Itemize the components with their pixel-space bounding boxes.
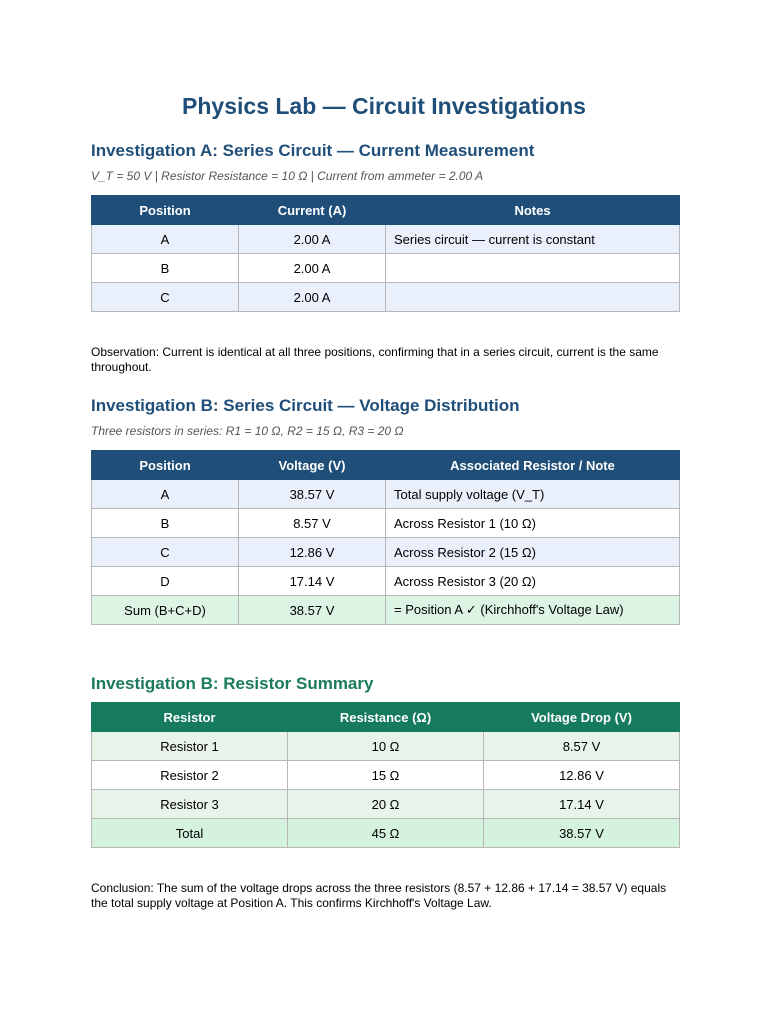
table-row	[92, 567, 680, 596]
table-cell: 2.00 A	[239, 225, 386, 254]
summary-heading: Investigation B: Resistor Summary	[91, 674, 374, 693]
inv-a-subtitle: V_T = 50 V | Resistor Resistance = 10 Ω | Current from ammeter = 2.00 A	[91, 169, 484, 183]
conclusion-text: Conclusion: The sum of the voltage drops across the three resistors (8.57 + 12.86 + 17.14 = 38.57 V) equals the total supply voltage at Position A. This confirms Kirchhoff's Voltage Law.	[91, 881, 667, 910]
table-total-row	[92, 819, 680, 848]
table-header-row	[92, 196, 680, 225]
table-cell: 15 Ω	[288, 761, 484, 790]
table-cell: Sum (B+C+D)	[92, 596, 239, 625]
table-row	[92, 761, 680, 790]
table-row	[92, 732, 680, 761]
table-cell: A	[92, 480, 239, 509]
column-header: Voltage Drop (V)	[484, 703, 680, 732]
table-cell: C	[92, 538, 239, 567]
table-row	[92, 254, 680, 283]
table-cell: 8.57 V	[484, 732, 680, 761]
table-row	[92, 538, 680, 567]
table-cell: Resistor 3	[92, 790, 288, 819]
table-cell: 38.57 V	[239, 596, 386, 625]
table-cell: Total	[92, 819, 288, 848]
column-header: Resistor	[92, 703, 288, 732]
table-cell: 8.57 V	[239, 509, 386, 538]
table-cell	[386, 254, 680, 283]
table-cell: 45 Ω	[288, 819, 484, 848]
inv-b-subtitle: Three resistors in series: R1 = 10 Ω, R2 = 15 Ω, R3 = 20 Ω	[91, 424, 404, 438]
table-cell: 12.86 V	[484, 761, 680, 790]
column-header: Position	[92, 196, 239, 225]
inv-b-heading: Investigation B: Series Circuit — Voltage Distribution	[91, 396, 520, 415]
table-header-row	[92, 451, 680, 480]
table-cell: 10 Ω	[288, 732, 484, 761]
table-header-row	[92, 703, 680, 732]
table-cell: = Position A ✓ (Kirchhoff's Voltage Law)	[386, 596, 680, 625]
column-header: Position	[92, 451, 239, 480]
table-row	[92, 225, 680, 254]
table-cell: Resistor 1	[92, 732, 288, 761]
table-cell: Series circuit — current is constant	[386, 225, 680, 254]
table-cell: Across Resistor 1 (10 Ω)	[386, 509, 680, 538]
table-cell: 2.00 A	[239, 283, 386, 312]
table-cell: 2.00 A	[239, 254, 386, 283]
inv-a-table	[91, 195, 680, 312]
table-cell: B	[92, 254, 239, 283]
inv-a-heading: Investigation A: Series Circuit — Current Measurement	[91, 141, 535, 160]
table-cell: Across Resistor 3 (20 Ω)	[386, 567, 680, 596]
column-header: Associated Resistor / Note	[386, 451, 680, 480]
table-cell: D	[92, 567, 239, 596]
table-sum-row	[92, 596, 680, 625]
table-cell: 20 Ω	[288, 790, 484, 819]
column-header: Current (A)	[239, 196, 386, 225]
column-header: Resistance (Ω)	[288, 703, 484, 732]
table-cell: A	[92, 225, 239, 254]
table-row	[92, 509, 680, 538]
table-row	[92, 480, 680, 509]
page-title: Physics Lab — Circuit Investigations	[182, 93, 586, 119]
summary-table	[91, 702, 680, 848]
table-cell	[386, 283, 680, 312]
table-row	[92, 790, 680, 819]
column-header: Voltage (V)	[239, 451, 386, 480]
table-cell: 17.14 V	[484, 790, 680, 819]
table-cell: 38.57 V	[484, 819, 680, 848]
table-cell: 38.57 V	[239, 480, 386, 509]
table-cell: Total supply voltage (V_T)	[386, 480, 680, 509]
observation-text: Observation: Current is identical at all three positions, confirming that in a series circuit, current is the same throughout.	[91, 345, 659, 374]
table-cell: Resistor 2	[92, 761, 288, 790]
column-header: Notes	[386, 196, 680, 225]
table-cell: B	[92, 509, 239, 538]
inv-b-table	[91, 450, 680, 625]
table-cell: 12.86 V	[239, 538, 386, 567]
table-row	[92, 283, 680, 312]
table-cell: 17.14 V	[239, 567, 386, 596]
table-cell: C	[92, 283, 239, 312]
table-cell: Across Resistor 2 (15 Ω)	[386, 538, 680, 567]
